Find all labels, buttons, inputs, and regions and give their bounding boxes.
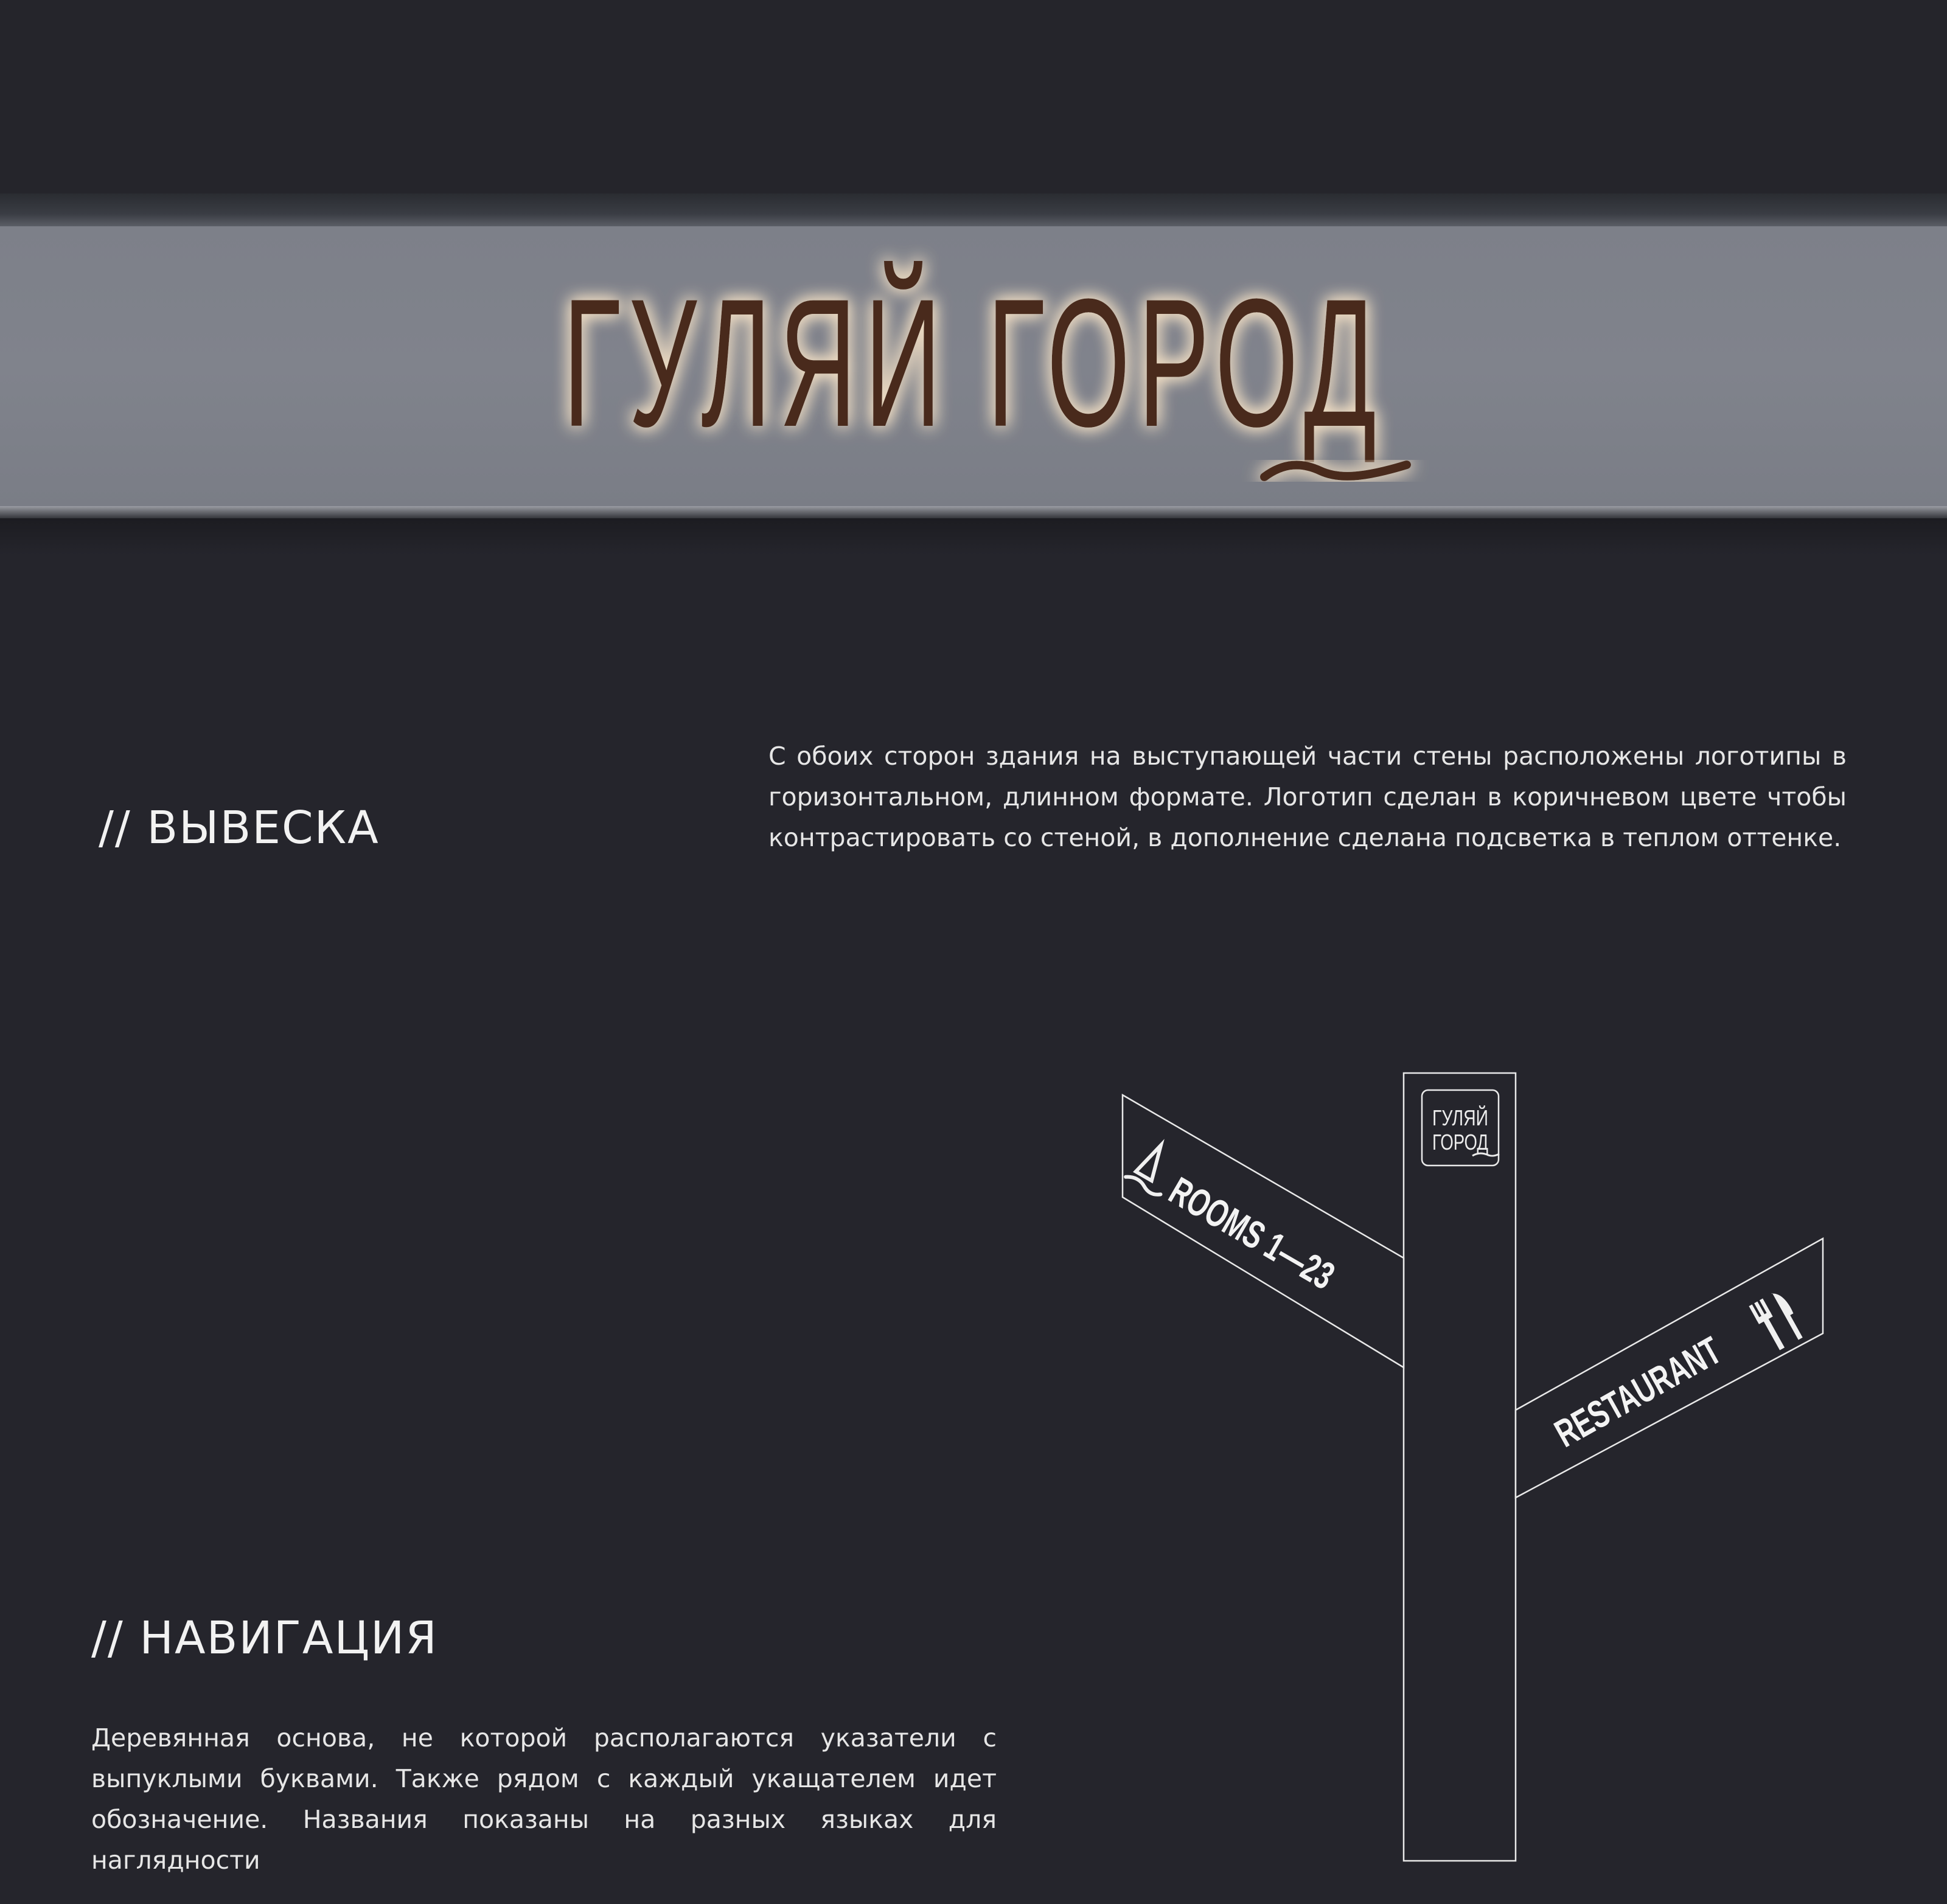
navigation-heading: // НАВИГАЦИЯ <box>91 1612 438 1664</box>
facade-logo <box>0 226 1947 507</box>
facade-wall <box>0 0 1947 201</box>
signage-description: С обоих сторон здания на выступающей части стены расположены логотипы в горизонтальном, длинном формате. Логотип сделан в коричневом цвете чтобы контрастировать со стеной, в дополнение сделана подсветка в теплом оттенке. <box>768 742 1847 852</box>
sign-rooms-label: ROOMS 1—23 <box>1162 1168 1411 1338</box>
sign-band-edge <box>0 506 1947 519</box>
signage-heading: // ВЫВЕСКА <box>99 802 380 854</box>
post-logo-line2: ГОРОД <box>1432 1130 1488 1155</box>
facade-ledge <box>0 193 1947 228</box>
navigation-post-illustration <box>1095 1058 1856 1874</box>
facade-logo-text: ГУЛЯЙ ГОРОД <box>563 260 1384 465</box>
post <box>1404 1073 1516 1861</box>
logo-wave-underline <box>1264 465 1407 477</box>
navigation-description: Деревянная основа, не которой располагаются указатели с выпуклыми буквами. Также рядом с каждый укащателем идет обозначение. Названия показаны на разных языках для наглядности <box>91 1723 997 1875</box>
sign-band-shadow <box>0 518 1947 555</box>
post-logo-line1: ГУЛЯЙ <box>1432 1105 1503 1130</box>
sign-restaurant-label: RESTAURANT <box>1547 1288 1801 1456</box>
